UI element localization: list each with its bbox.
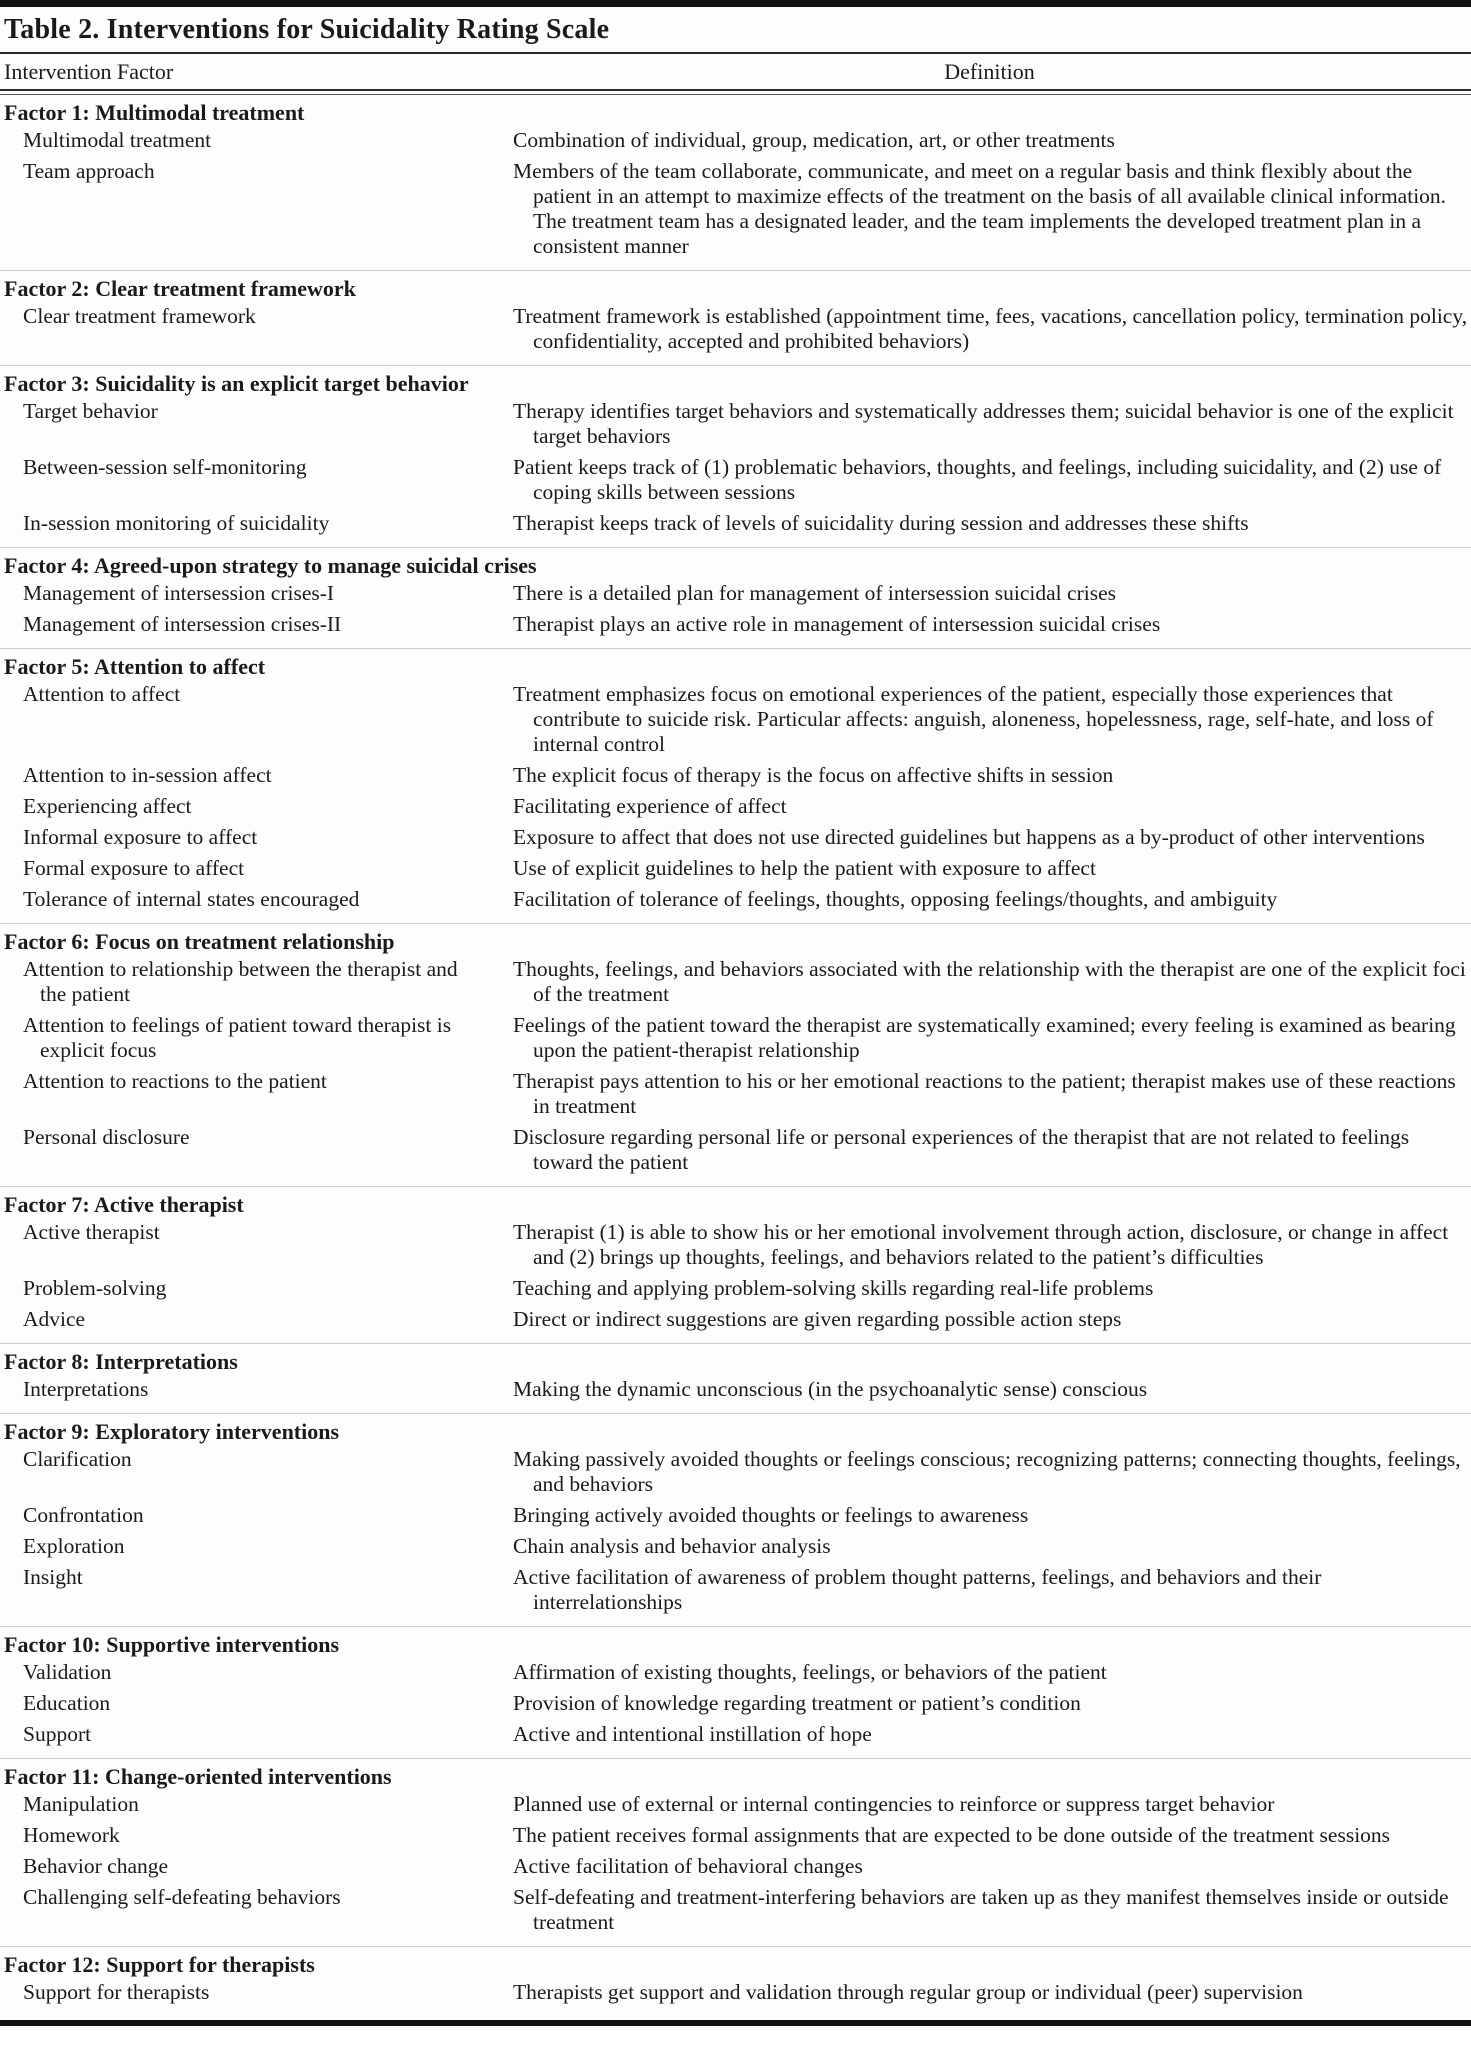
definition-text: Active facilitation of awareness of problem thought patterns, feelings, and behaviors and their interrelationships — [513, 1565, 1322, 1614]
definition-text: Active and intentional instillation of hope — [513, 1722, 872, 1746]
definition-text: Active facilitation of behavioral changes — [513, 1854, 863, 1878]
table-row — [0, 763, 1471, 788]
table-row — [0, 399, 1471, 449]
intervention-label: Challenging self-defeating behaviors — [23, 1885, 341, 1909]
factor-section — [0, 1343, 1471, 1413]
table-row — [0, 1307, 1471, 1332]
factor-header: Factor 3: Suicidality is an explicit target behavior — [4, 371, 469, 396]
table-row — [0, 1854, 1471, 1879]
factor-header: Factor 6: Focus on treatment relationship — [4, 929, 395, 954]
definition-text: The explicit focus of therapy is the focus on affective shifts in session — [513, 763, 1114, 787]
definition-text: The patient receives formal assignments that are expected to be done outside of the treatment sessions — [513, 1823, 1391, 1847]
table-row — [0, 1885, 1471, 1935]
factor-header: Factor 9: Exploratory interventions — [4, 1419, 340, 1444]
factor-section — [0, 1626, 1471, 1758]
table-row — [0, 1660, 1471, 1685]
table-row — [0, 1691, 1471, 1716]
intervention-label: Tolerance of internal states encouraged — [23, 887, 360, 911]
intervention-label: Management of intersession crises-I — [23, 581, 335, 605]
intervention-label: Exploration — [23, 1534, 125, 1558]
column-header-definition: Definition — [944, 59, 1035, 84]
intervention-label: Manipulation — [23, 1792, 139, 1816]
table-column-headers — [0, 54, 1471, 89]
definition-text: Making passively avoided thoughts or feelings conscious; recognizing patterns; connecting thoughts, feelings, and behaviors — [513, 1447, 1461, 1496]
table-row — [0, 304, 1471, 354]
definition-text: Provision of knowledge regarding treatment or patient’s condition — [513, 1691, 1081, 1715]
definition-text: Direct or indirect suggestions are given regarding possible action steps — [513, 1307, 1122, 1331]
intervention-label: Attention to reactions to the patient — [23, 1069, 327, 1093]
table-row — [0, 794, 1471, 819]
factor-rows — [0, 1980, 1471, 2005]
factor-section — [0, 648, 1471, 923]
intervention-label: In-session monitoring of suicidality — [23, 511, 330, 535]
table-row — [0, 1377, 1471, 1402]
table-top-rule — [0, 0, 1471, 7]
definition-text: Use of explicit guidelines to help the patient with exposure to affect — [513, 856, 1096, 880]
factor-header: Factor 1: Multimodal treatment — [4, 100, 305, 125]
factor-rows — [0, 1660, 1471, 1747]
intervention-label: Problem-solving — [23, 1276, 167, 1300]
intervention-label: Between-session self-monitoring — [23, 455, 307, 479]
table-row — [0, 957, 1471, 1007]
definition-text: Patient keeps track of (1) problematic behaviors, thoughts, and feelings, including suicidality, and (2) use of coping skills between sessions — [513, 455, 1442, 504]
intervention-label: Team approach — [23, 159, 155, 183]
table-row — [0, 128, 1471, 153]
factor-rows — [0, 581, 1471, 637]
factor-rows — [0, 304, 1471, 354]
intervention-label: Support — [23, 1722, 92, 1746]
definition-text: Therapist plays an active role in management of intersession suicidal crises — [513, 612, 1161, 636]
definition-text: Treatment framework is established (appointment time, fees, vacations, cancellation policy, termination policy, confidentiality, accepted and prohibited behaviors) — [513, 304, 1468, 353]
definition-text: Therapist keeps track of levels of suicidality during session and addresses these shifts — [513, 511, 1249, 535]
table-row — [0, 1503, 1471, 1528]
definition-text: Therapist pays attention to his or her emotional reactions to the patient; therapist makes use of these reactions in treatment — [513, 1069, 1456, 1118]
table-row — [0, 1069, 1471, 1119]
factor-rows — [0, 957, 1471, 1175]
factor-rows — [0, 1220, 1471, 1332]
definition-text: Chain analysis and behavior analysis — [513, 1534, 831, 1558]
table-row — [0, 511, 1471, 536]
intervention-label: Interpretations — [23, 1377, 149, 1401]
factor-rows — [0, 399, 1471, 536]
factor-section — [0, 1413, 1471, 1626]
factor-header: Factor 7: Active therapist — [4, 1192, 244, 1217]
table-row — [0, 1125, 1471, 1175]
definition-text: Therapist (1) is able to show his or her emotional involvement through action, disclosure, or change in affect and (2) brings up thoughts, feelings, and behaviors related to the patient’s difficulties — [513, 1220, 1449, 1269]
definition-text: Bringing actively avoided thoughts or feelings to awareness — [513, 1503, 1029, 1527]
table-row — [0, 1565, 1471, 1615]
factor-header: Factor 10: Supportive interventions — [4, 1632, 340, 1657]
definition-text: Planned use of external or internal contingencies to reinforce or suppress target behavior — [513, 1792, 1275, 1816]
intervention-label: Validation — [23, 1660, 112, 1684]
intervention-label: Target behavior — [23, 399, 158, 423]
intervention-label: Formal exposure to affect — [23, 856, 245, 880]
intervention-label: Attention to relationship between the therapist and the patient — [23, 957, 458, 1006]
table-row — [0, 159, 1471, 259]
table-row — [0, 1792, 1471, 1817]
intervention-label: Behavior change — [23, 1854, 169, 1878]
intervention-label: Management of intersession crises-II — [23, 612, 342, 636]
definition-text: Thoughts, feelings, and behaviors associated with the relationship with the therapist are one of the explicit foci of the treatment — [513, 957, 1466, 1006]
table-row — [0, 1447, 1471, 1497]
factor-section — [0, 547, 1471, 648]
factor-header: Factor 12: Support for therapists — [4, 1952, 315, 1977]
definition-text: Affirmation of existing thoughts, feelings, or behaviors of the patient — [513, 1660, 1107, 1684]
definition-text: Feelings of the patient toward the therapist are systematically examined; every feeling is examined as bearing upon the patient-therapist relationship — [513, 1013, 1456, 1062]
table-row — [0, 1722, 1471, 1747]
definition-text: Exposure to affect that does not use directed guidelines but happens as a by-product of other interventions — [513, 825, 1425, 849]
definition-text: Therapy identifies target behaviors and systematically addresses them; suicidal behavior is one of the explicit target behaviors — [513, 399, 1454, 448]
factor-section — [0, 1946, 1471, 2016]
table-bottom-rule — [0, 2020, 1471, 2026]
definition-text: Facilitating experience of affect — [513, 794, 787, 818]
factor-header: Factor 4: Agreed-upon strategy to manage suicidal crises — [4, 553, 537, 578]
definition-text: Members of the team collaborate, communicate, and meet on a regular basis and think flexibly about the patient in an attempt to maximize effects of the treatment on the basis of all available clinical information. The treatment team has a designated leader, and the team implements the developed treatment plan in a consistent manner — [513, 159, 1447, 258]
factor-section — [0, 270, 1471, 365]
definition-text: Combination of individual, group, medication, art, or other treatments — [513, 128, 1115, 152]
factor-section — [0, 923, 1471, 1186]
intervention-label: Insight — [23, 1565, 83, 1589]
table-title: Table 2. Interventions for Suicidality Rating Scale — [0, 7, 1471, 54]
factor-rows — [0, 1792, 1471, 1935]
definition-text: Disclosure regarding personal life or personal experiences of the therapist that are not related to feelings toward the patient — [513, 1125, 1410, 1174]
intervention-label: Clarification — [23, 1447, 132, 1471]
factor-header: Factor 11: Change-oriented interventions — [4, 1764, 392, 1789]
definition-text: Therapists get support and validation through regular group or individual (peer) supervision — [513, 1980, 1303, 2004]
factor-header: Factor 5: Attention to affect — [4, 654, 266, 679]
table-body — [0, 95, 1471, 2016]
intervention-label: Personal disclosure — [23, 1125, 190, 1149]
table-row — [0, 887, 1471, 912]
definition-text: There is a detailed plan for management of intersession suicidal crises — [513, 581, 1116, 605]
definition-text: Self-defeating and treatment-interfering behaviors are taken up as they manifest themselves inside or outside treatment — [513, 1885, 1449, 1934]
definition-text: Teaching and applying problem-solving skills regarding real-life problems — [513, 1276, 1154, 1300]
table-row — [0, 612, 1471, 637]
factor-rows — [0, 128, 1471, 259]
factor-rows — [0, 682, 1471, 912]
definition-text: Facilitation of tolerance of feelings, thoughts, opposing feelings/thoughts, and ambiguity — [513, 887, 1278, 911]
table-row — [0, 682, 1471, 757]
table-row — [0, 581, 1471, 606]
table-row — [0, 856, 1471, 881]
factor-header: Factor 8: Interpretations — [4, 1349, 238, 1374]
table-row — [0, 1013, 1471, 1063]
intervention-label: Support for therapists — [23, 1980, 210, 2004]
factor-rows — [0, 1377, 1471, 1402]
table-row — [0, 455, 1471, 505]
factor-rows — [0, 1447, 1471, 1615]
intervention-label: Homework — [23, 1823, 120, 1847]
factor-section — [0, 1758, 1471, 1946]
table-row — [0, 1980, 1471, 2005]
factor-section — [0, 1186, 1471, 1343]
table-row — [0, 1534, 1471, 1559]
intervention-label: Confrontation — [23, 1503, 144, 1527]
intervention-label: Active therapist — [23, 1220, 160, 1244]
intervention-label: Attention to feelings of patient toward therapist is explicit focus — [23, 1013, 452, 1062]
intervention-label: Attention to in-session affect — [23, 763, 272, 787]
intervention-label: Education — [23, 1691, 111, 1715]
intervention-label: Informal exposure to affect — [23, 825, 258, 849]
intervention-label: Multimodal treatment — [23, 128, 212, 152]
intervention-label: Experiencing affect — [23, 794, 192, 818]
intervention-label: Attention to affect — [23, 682, 181, 706]
intervention-label: Clear treatment framework — [23, 304, 256, 328]
table-row — [0, 1220, 1471, 1270]
factor-header: Factor 2: Clear treatment framework — [4, 276, 356, 301]
table-row — [0, 1276, 1471, 1301]
intervention-label: Advice — [23, 1307, 86, 1331]
factor-section — [0, 365, 1471, 547]
factor-section — [0, 95, 1471, 270]
table-row — [0, 1823, 1471, 1848]
definition-text: Making the dynamic unconscious (in the psychoanalytic sense) conscious — [513, 1377, 1148, 1401]
column-header-intervention-factor: Intervention Factor — [4, 59, 174, 84]
definition-text: Treatment emphasizes focus on emotional experiences of the patient, especially those experiences that contribute to suicide risk. Particular affects: anguish, aloneness, hopelessness, rage, self-hate, and loss of internal control — [513, 682, 1434, 756]
table-row — [0, 825, 1471, 850]
